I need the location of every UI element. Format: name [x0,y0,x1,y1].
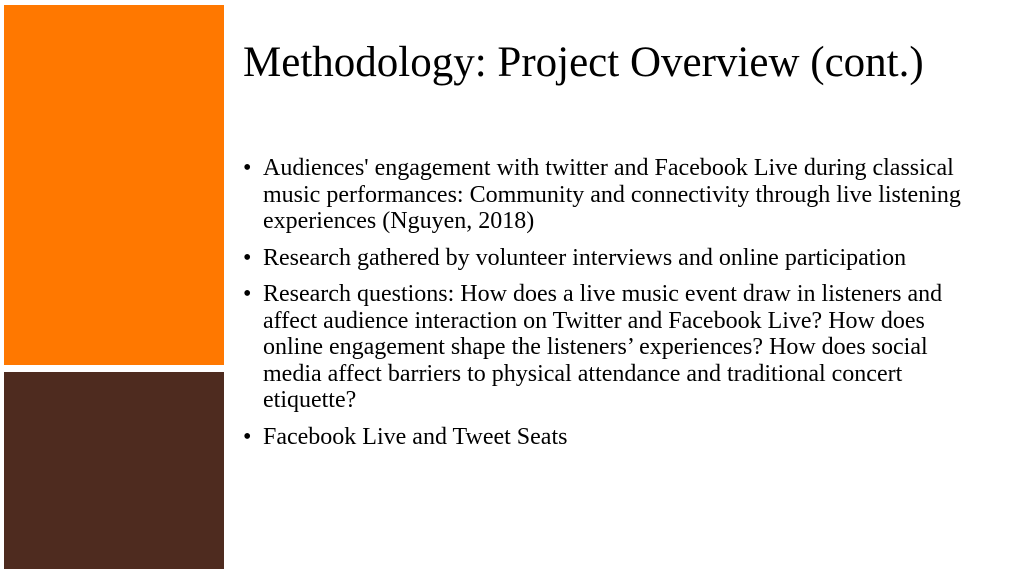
bullet-marker: • [243,281,252,307]
slide-title: Methodology: Project Overview (cont.) [243,39,924,86]
bullet-marker: • [243,155,252,181]
bullet-text: Audiences' engagement with twitter and Facebook Live during classical music performances: Community and connectivity through live listening experiences (Nguyen, 2018) [263,155,961,234]
bullet-list [243,155,963,460]
bullet-item [243,424,963,451]
bullet-item [243,281,963,414]
bullet-text: Research gathered by volunteer interviews and online participation [263,244,907,271]
bullet-marker: • [243,244,252,271]
bullet-text: Facebook Live and Tweet Seats [263,423,568,450]
bullet-marker: • [243,423,252,450]
bullet-item [243,155,963,235]
bullet-text: Research questions: How does a live music event draw in listeners and affect audience interaction on Twitter and Facebook Live? How does online engagement shape the listeners’ experiences? How does social media affect barriers to physical attendance and traditional concert etiquette? [263,281,943,413]
brown-accent-block [4,372,224,569]
bullet-item [243,245,963,272]
orange-accent-block [4,5,224,365]
